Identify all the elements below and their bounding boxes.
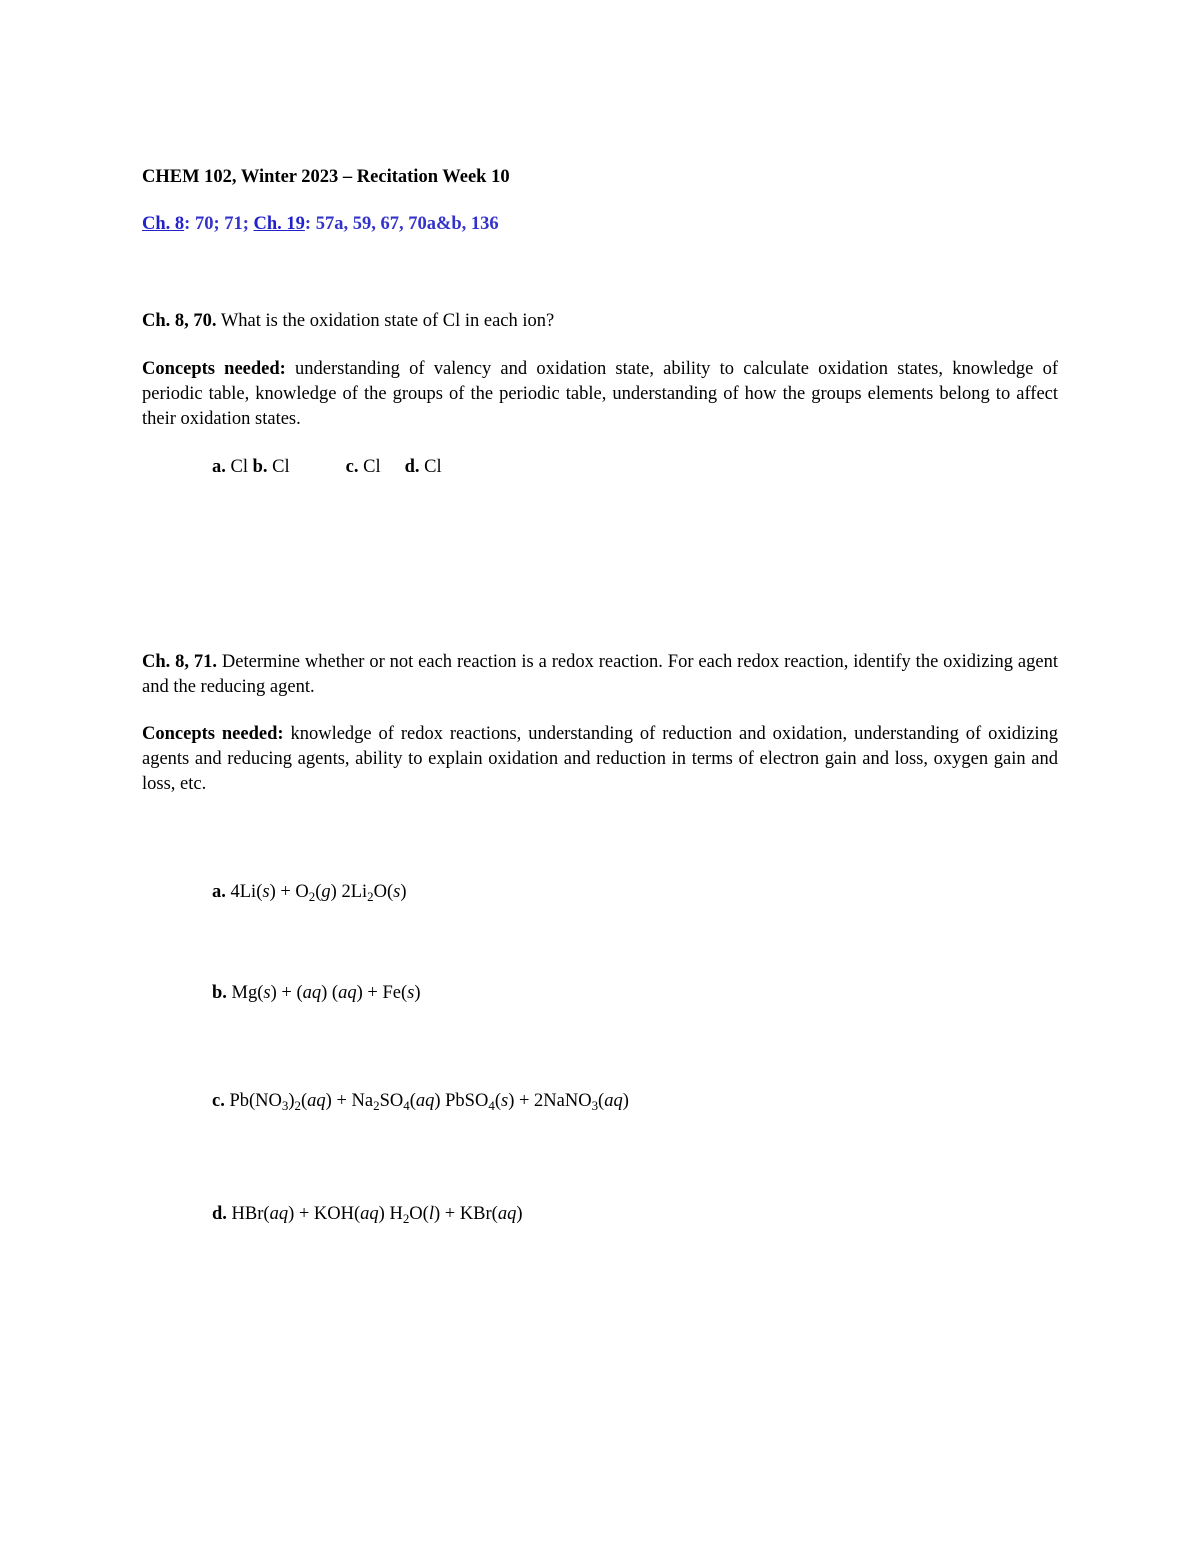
reaction-d: d. HBr(aq) + KOH(aq) $H_2O(l) + KBr(aq)$ [212,1204,523,1226]
ch8-problems: : 70; 71; [184,214,254,234]
reaction-a: a. $4Li(s) + O_2(g)$ $2Li_2O(s)$ [212,882,407,904]
reaction-c: c. $Pb(NO_3)_2(aq) + Na_2SO_4(aq)$ PbSO$_4$(s) + 2NaNO$_3$(aq) [212,1091,629,1113]
part-b-text: Cl [267,457,290,477]
assigned-problems [142,214,499,235]
part-d-label: d. [404,457,420,477]
question-70 [142,311,554,332]
part-b-label: b. [252,457,268,477]
question-71-label: Ch. 8, 71. [142,652,218,672]
reaction-b: b. Mg(s) + (aq) (aq) + Fe(s) [212,983,421,1003]
question-70-parts [212,457,442,478]
part-a-label: a. [212,457,226,477]
page-title: CHEM 102, Winter 2023 – Recitation Week 10 [142,167,510,187]
question-70-label: Ch. 8, 70. [142,311,217,331]
part-c-label: c. [345,457,359,477]
concepts-text: understanding of valency and oxidation state, ability to calculate oxidation states, knowledge of periodic table, knowledge of the groups of the periodic table, understanding of how the groups elements belong to affect their oxidation states. [142,359,1058,429]
question-71-concepts [142,722,1058,797]
part-d-text: Cl [419,457,442,477]
concepts-label: Concepts needed: [142,359,286,379]
ch19-problems: : 57a, 59, 67, 70a&b, 136 [304,214,499,234]
ch19-link[interactable]: Ch. 19 [253,214,305,234]
ch8-link[interactable]: Ch. 8 [142,214,185,234]
part-a-text: Cl [225,457,248,477]
concepts-text: knowledge of redox reactions, understanding of reduction and oxidation, understanding of oxidizing agents and reducing agents, ability to explain oxidation and reduction in terms of electron gain and loss, oxygen gain and loss, etc. [142,724,1058,794]
question-70-prompt: What is the oxidation state of Cl in each ion? [216,311,555,331]
concepts-label: Concepts needed: [142,724,284,744]
question-70-concepts [142,357,1058,432]
part-c-text: Cl [358,457,381,477]
question-71-prompt: Determine whether or not each reaction is a redox reaction. For each redox reaction, identify the oxidizing agent and the reducing agent. [142,652,1058,697]
question-71 [142,650,1058,700]
